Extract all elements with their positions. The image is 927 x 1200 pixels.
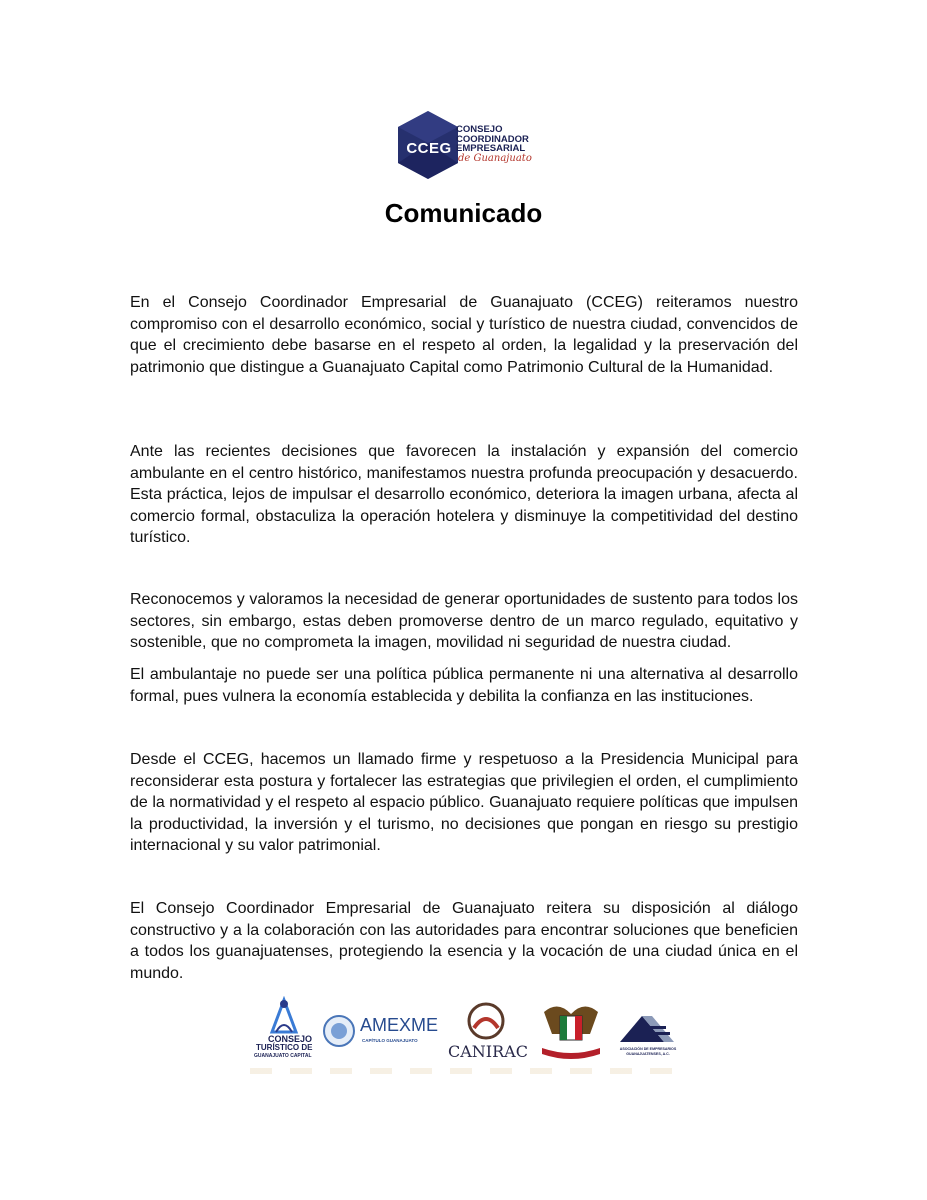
canirac-emblem-icon (466, 1002, 506, 1040)
consejo-turistico-logo (250, 996, 318, 1062)
logo-text: ASOCIACIÓN DE EMPRESARIOS GUANAJUATENSES, A.C. (619, 1047, 677, 1056)
page-title: Comunicado (384, 198, 543, 228)
logo-line: EMPRESARIAL (456, 143, 526, 154)
logo-text: GUANAJUATO CAPITAL (254, 1053, 312, 1059)
paragraph: El Consejo Coordinador Empresarial de Guanajuato reitera su disposición al diálogo constructivo y a la colaboración con las autoridades para encontrar soluciones que beneficien a todos los guanajuatenses, protegiendo la esencia y la vocación de una ciudad única en el mundo. (130, 900, 798, 982)
asociacion-empresarios-logo (616, 1014, 680, 1064)
logo-text: TURÍSTICO DE (256, 1043, 313, 1052)
logo-text: CANIRAC (448, 1042, 528, 1061)
logo-text: CONSEJO (268, 1034, 313, 1044)
footer-divider (250, 1068, 680, 1074)
eagle-crest-logo (538, 998, 604, 1064)
logo-line: COORDINADOR (456, 133, 529, 145)
roof-icon (616, 1014, 680, 1044)
paragraph: En el Consejo Coordinador Empresarial de Guanajuato (CCEG) reiteramos nuestro compromiso con el desarrollo económico, social y turístico de nuestra ciudad, convencidos de que el crecimiento debe basarse en el respeto al orden, la legalidad y la preservación del patrimonio que distingue a Guanajuato Capital como Patrimonio Cultural de la Humanidad. (130, 294, 798, 376)
logo-badge-text: CCEG (406, 140, 452, 157)
paragraph: Ante las recientes decisiones que favorecen la instalación y expansión del comercio ambulante en el centro histórico, manifestamos nuestra profunda preocupación y desacuerdo. Esta práctica, lejos de impulsar el desarrollo económico, deteriora la imagen urbana, afecta al comercio formal, obstaculiza la operación hotelera y disminuye la competitividad del destino turístico. (130, 443, 798, 546)
sponsor-logos (250, 996, 680, 1076)
cceg-logo (396, 109, 538, 181)
amexme-emblem-icon (322, 1014, 356, 1048)
eagle-crest-icon (538, 998, 604, 1064)
logo-script: de Guanajuato (458, 153, 532, 164)
tower-icon (250, 996, 318, 1036)
logo-text: CAPÍTULO GUANAJUATO (362, 1038, 418, 1043)
amexme-logo (322, 1012, 440, 1052)
logo-words (456, 125, 529, 154)
logo-line: CONSEJO (456, 124, 503, 135)
paragraph: Reconocemos y valoramos la necesidad de generar oportunidades de sustento para todos los sectores, sin embargo, estas deben promoverse dentro de un marco regulado, equitativo y sostenible, que no comprometa la imagen, movilidad ni seguridad de nuestra ciudad. (130, 591, 798, 651)
paragraph: Desde el CCEG, hacemos un llamado firme y respetuoso a la Presidencia Municipal para reconsiderar esta postura y fortalecer las estrategias que privilegien el orden, el cumplimiento de la normatividad y el respeto al espacio público. Guanajuato requiere políticas que impulsen la productividad, la inversión y el turismo, no decisiones que pongan en riesgo su prestigio internacional y su valor patrimonial. (130, 751, 798, 854)
paragraph: El ambulantaje no puede ser una política pública permanente ni una alternativa al desarrollo formal, pues vulnera la economía establecida y debilita la confianza en las instituciones. (130, 666, 798, 705)
canirac-logo (448, 1002, 526, 1062)
logo-text: AMEXME (360, 1015, 439, 1035)
